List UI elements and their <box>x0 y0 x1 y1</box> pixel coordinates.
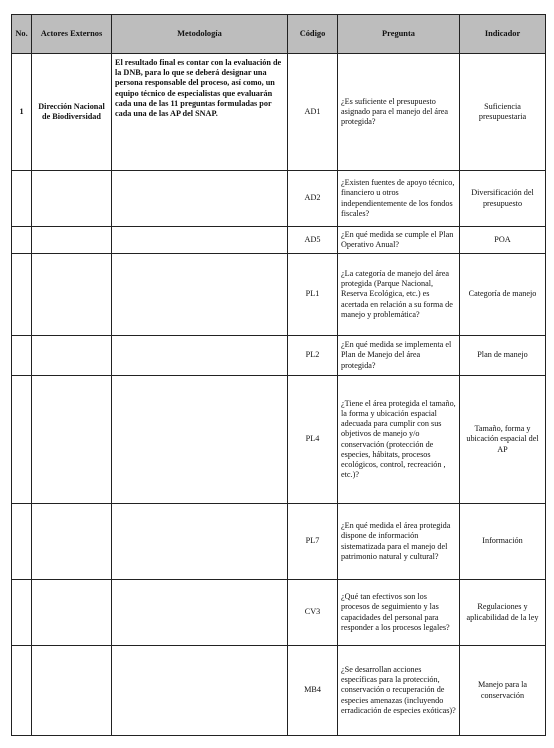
cell-actores <box>32 504 112 580</box>
cell-no <box>12 227 32 254</box>
cell-indicador: POA <box>460 227 546 254</box>
cell-actores: Dirección Nacional de Biodiversidad <box>32 54 112 171</box>
cell-metodologia <box>112 171 288 227</box>
cell-no <box>12 376 32 504</box>
cell-metodologia <box>112 254 288 336</box>
cell-indicador: Manejo para la conservación <box>460 646 546 736</box>
table-row <box>12 227 546 254</box>
cell-no <box>12 336 32 376</box>
cell-no <box>12 171 32 227</box>
header-codigo: Código <box>288 15 338 54</box>
cell-actores <box>32 227 112 254</box>
cell-codigo: MB4 <box>288 646 338 736</box>
cell-indicador: Información <box>460 504 546 580</box>
cell-no: 1 <box>12 54 32 171</box>
cell-pregunta: ¿Qué tan efectivos son los procesos de seguimiento y las capacidades del personal para responder a los procesos legales? <box>338 580 460 646</box>
cell-metodologia <box>112 646 288 736</box>
table-row <box>12 336 546 376</box>
cell-codigo: AD1 <box>288 54 338 171</box>
table-row <box>12 504 546 580</box>
header-indicador: Indicador <box>460 15 546 54</box>
table-row <box>12 376 546 504</box>
cell-metodologia <box>112 227 288 254</box>
header-metodologia: Metodología <box>112 15 288 54</box>
cell-no <box>12 254 32 336</box>
cell-pregunta: ¿En qué medida se implementa el Plan de Manejo del área protegida? <box>338 336 460 376</box>
cell-metodologia: El resultado final es contar con la evaluación de la DNB, para lo que se deberá designar una persona responsable del proceso, así como, un equipo técnico de especialistas que evaluarán cada una de las 11 preguntas formuladas por cada una de las AP del SNAP. <box>112 54 288 171</box>
cell-indicador: Regulaciones y aplicabilidad de la ley <box>460 580 546 646</box>
cell-codigo: PL4 <box>288 376 338 504</box>
cell-codigo: CV3 <box>288 580 338 646</box>
cell-pregunta: ¿La categoría de manejo del área protegida (Parque Nacional, Reserva Ecológica, etc.) es acertada en relación a su forma de manejo y problemática? <box>338 254 460 336</box>
cell-pregunta: ¿En qué medida se cumple el Plan Operativo Anual? <box>338 227 460 254</box>
table-row <box>12 54 546 171</box>
cell-codigo: PL2 <box>288 336 338 376</box>
header-actores: Actores Externos <box>32 15 112 54</box>
cell-actores <box>32 646 112 736</box>
header-pregunta: Pregunta <box>338 15 460 54</box>
cell-metodologia <box>112 504 288 580</box>
cell-codigo: PL7 <box>288 504 338 580</box>
cell-metodologia <box>112 376 288 504</box>
table-row <box>12 254 546 336</box>
cell-pregunta: ¿En qué medida el área protegida dispone de información sistematizada para el manejo del patrimonio natural y cultural? <box>338 504 460 580</box>
cell-no <box>12 646 32 736</box>
cell-no <box>12 580 32 646</box>
cell-codigo: AD5 <box>288 227 338 254</box>
cell-actores <box>32 254 112 336</box>
cell-pregunta: ¿Es suficiente el presupuesto asignado para el manejo del área protegida? <box>338 54 460 171</box>
cell-indicador: Categoría de manejo <box>460 254 546 336</box>
cell-actores <box>32 171 112 227</box>
cell-codigo: AD2 <box>288 171 338 227</box>
cell-pregunta: ¿Existen fuentes de apoyo técnico, financiero u otros independientemente de los fondos fiscales? <box>338 171 460 227</box>
evaluation-table <box>11 14 546 736</box>
cell-actores <box>32 336 112 376</box>
cell-actores <box>32 580 112 646</box>
cell-metodologia <box>112 580 288 646</box>
cell-indicador: Diversificación del presupuesto <box>460 171 546 227</box>
cell-pregunta: ¿Tiene el área protegida el tamaño, la forma y ubicación espacial adecuada para cumplir con sus objetivos de manejo y/o conservación (protección de especies, hábitats, procesos ecológicos, control, recreación , etc.)? <box>338 376 460 504</box>
header-no: No. <box>12 15 32 54</box>
cell-metodologia <box>112 336 288 376</box>
table-row <box>12 580 546 646</box>
header-row <box>12 15 546 54</box>
table-row <box>12 646 546 736</box>
cell-pregunta: ¿Se desarrollan acciones específicas para la protección, conservación o recuperación de especies amenazas (incluyendo erradicación de especies exóticas)? <box>338 646 460 736</box>
cell-indicador: Tamaño, forma y ubicación espacial del AP <box>460 376 546 504</box>
cell-codigo: PL1 <box>288 254 338 336</box>
cell-indicador: Plan de manejo <box>460 336 546 376</box>
cell-no <box>12 504 32 580</box>
table-row <box>12 171 546 227</box>
cell-indicador: Suficiencia presupuestaria <box>460 54 546 171</box>
cell-actores <box>32 376 112 504</box>
